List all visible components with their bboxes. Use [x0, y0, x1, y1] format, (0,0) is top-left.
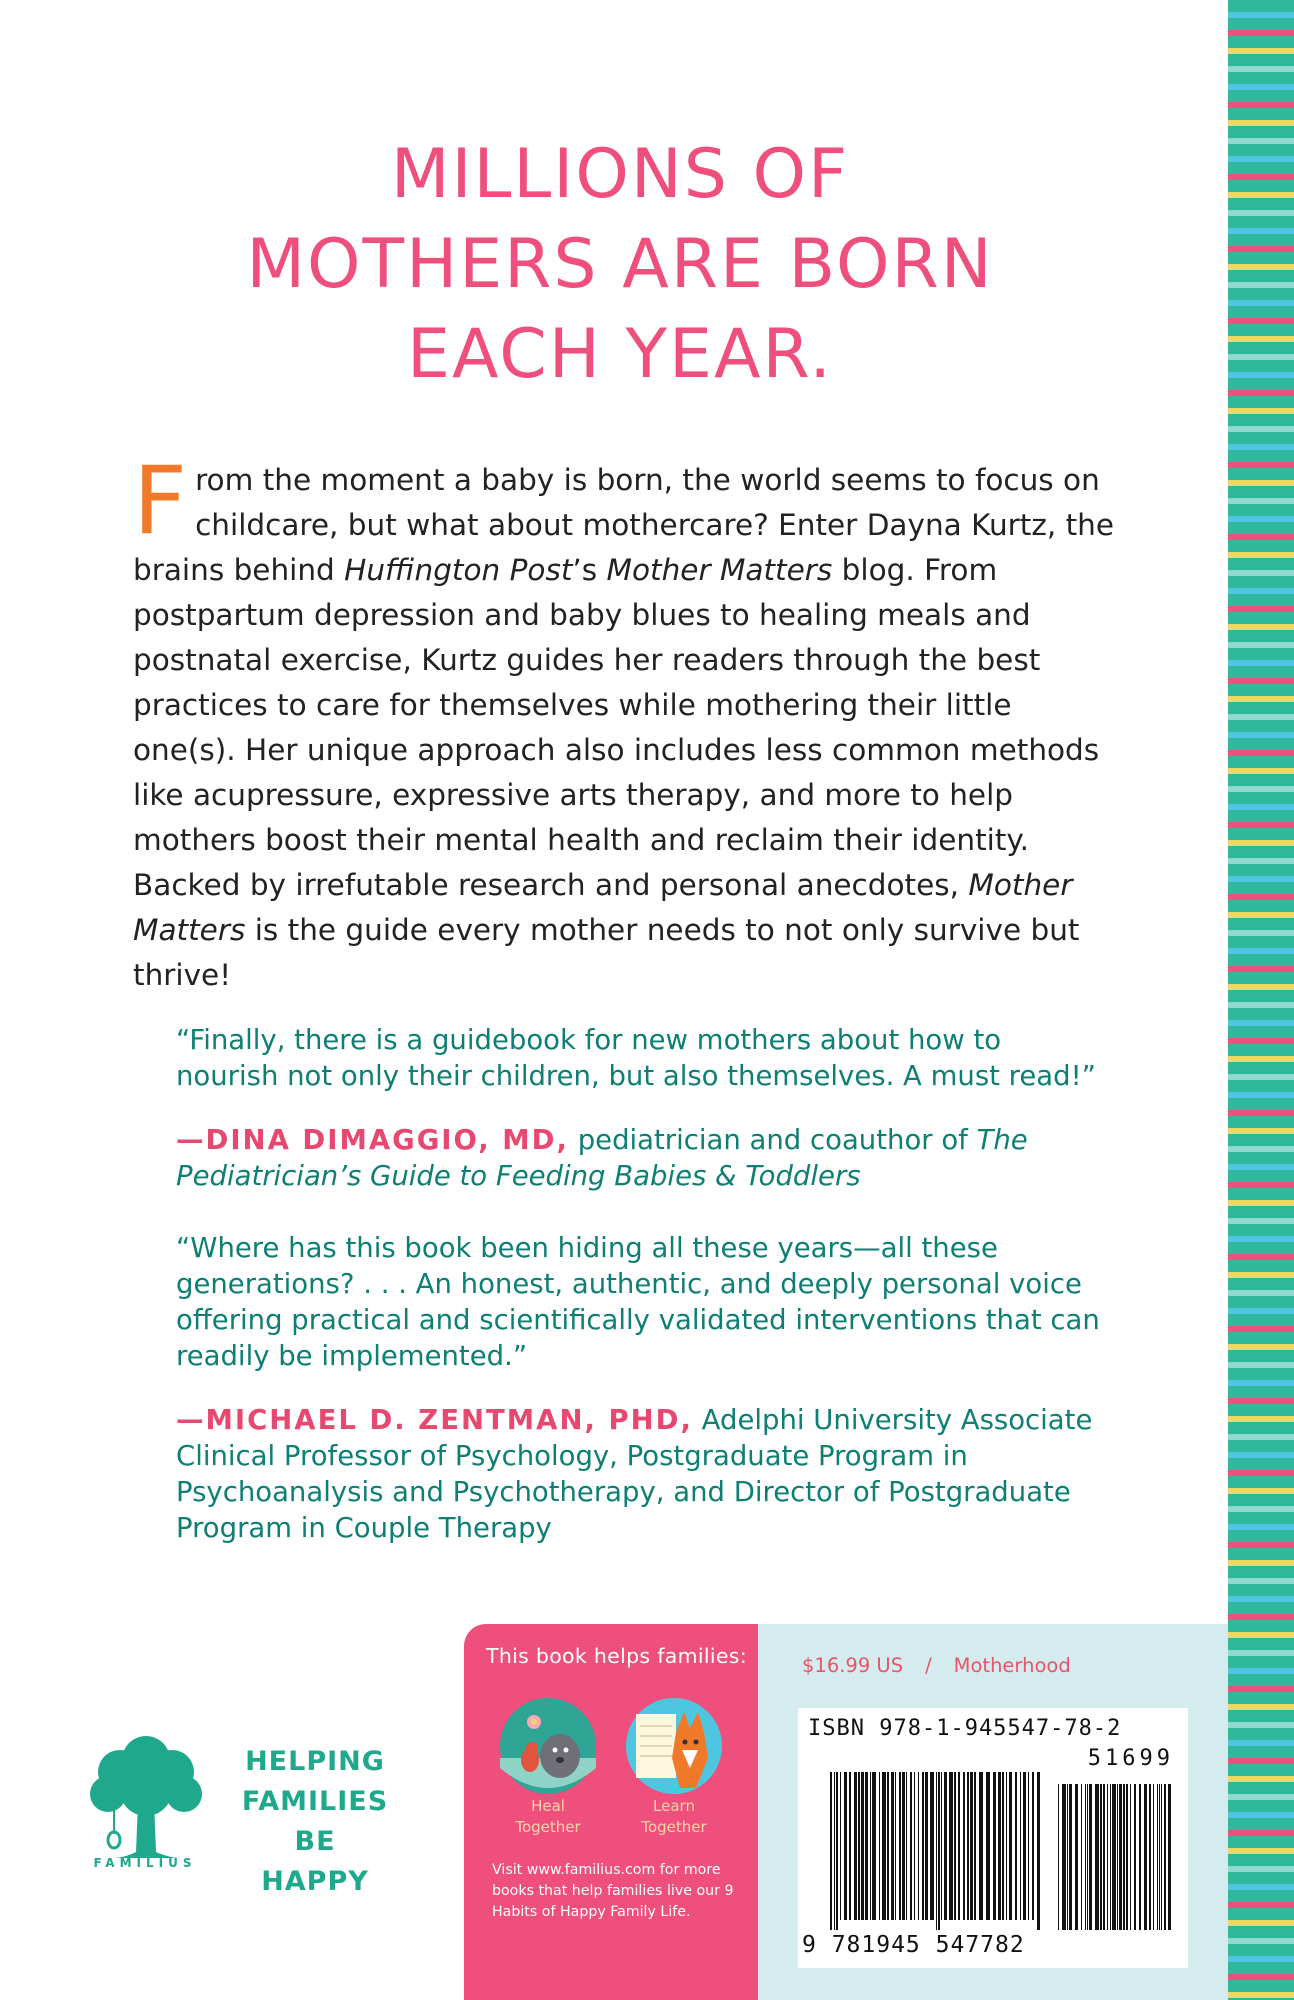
endorser-name-2: —MICHAEL D. ZENTMAN, PHD, [176, 1404, 693, 1436]
habits-box-title: This book helps families: [486, 1644, 747, 1668]
habit-label-learn [619, 1796, 729, 1838]
endorsement-quote-1: “Finally, there is a guidebook for new mothers about how to nourish not only their children, but also themselves. A must read!” [176, 1024, 1096, 1092]
endorsement-attribution-1 [176, 1122, 1106, 1194]
tagline-line-2: FAMILIES BE [241, 1786, 389, 1857]
price-category-row [802, 1654, 1071, 1677]
isbn-number: ISBN 978-1-945547-78-2 [808, 1716, 1122, 1741]
endorsement-quote-2: “Where has this book been hiding all these years—all these generations? . . . An honest, authentic, and deeply personal voice offering practical and scientifically validated interventions that can readily be implemented.” [176, 1232, 1100, 1372]
tagline-line-3: HAPPY [261, 1866, 369, 1897]
price-separator: / [925, 1654, 932, 1677]
barcode-icon [808, 1772, 1180, 1930]
description-text-1: rom the moment a baby is born, the world seems to focus on childcare, but what about mothercare? Enter Dayna Kurtz, the brains behind [133, 463, 1115, 587]
description-italic-1: Huffington Post [344, 553, 573, 587]
publisher-tagline [225, 1742, 405, 1902]
headline-line-1: MILLIONS OF [390, 135, 850, 214]
fox-book-icon [626, 1698, 722, 1794]
description-text-3: blog. From postpartum depression and baby blues to healing meals and postnatal exercise, Kurtz guides her readers through the best practices to care for themselves while mothering their little one(s). Her unique approach also includes less common methods like acupressure, expressive arts therapy, and more to help mothers boost their mental health and reclaim their identity. Backed by irrefutable research and personal anecdotes, [133, 553, 1100, 902]
decorative-stripe-strip [1228, 0, 1294, 2000]
endorsement-attribution-2 [176, 1402, 1106, 1546]
habit-heal-line-2: Together [515, 1818, 581, 1836]
hedgehog-bird-icon [500, 1698, 596, 1794]
publisher-wordmark: FAMILIUS [93, 1856, 197, 1870]
tagline-line-1: HELPING [245, 1746, 385, 1777]
habit-learn-line-1: Learn [653, 1797, 695, 1815]
familius-tree-logo-icon [80, 1732, 210, 1872]
endorser-role-1: pediatrician and coauthor of [568, 1124, 977, 1156]
endorser-book-title: The Pediatrician’s Guide to Feeding Babies & Toddlers [176, 1124, 1028, 1192]
drop-cap: F [133, 447, 188, 556]
habit-label-heal [493, 1796, 603, 1838]
habit-heal-line-1: Heal [531, 1797, 565, 1815]
ean-number: 9 781945 547782 [802, 1932, 1025, 1958]
headline-line-2: MOTHERS ARE BORN [246, 225, 994, 304]
retail-info-box [758, 1624, 1228, 2000]
habit-learn-line-2: Together [641, 1818, 707, 1836]
category: Motherhood [953, 1654, 1071, 1677]
visit-website-text: Visit www.familius.com for more books that help families live our 9 Habits of Happy Family Life. [492, 1862, 734, 1920]
price-addon-code: 51699 [1087, 1746, 1174, 1771]
endorser-role-2: Adelphi University Associate Clinical Professor of Psychology, Postgraduate Program in Psychoanalysis and Psychotherapy, and Director of Postgraduate Program in Couple Therapy [176, 1404, 1093, 1544]
description-italic-2: Mother Matters [606, 553, 833, 587]
book-description [133, 447, 1123, 998]
habits-box [464, 1624, 758, 2000]
description-italic-3: Mother Matters [133, 868, 1073, 947]
description-text-4: is the guide every mother needs to not only survive but thrive! [133, 913, 1080, 992]
barcode-card [798, 1708, 1188, 1968]
headline-line-3: EACH YEAR. [407, 315, 833, 394]
headline [240, 130, 1000, 400]
endorser-name-1: —DINA DIMAGGIO, MD, [176, 1124, 569, 1156]
price: $16.99 US [802, 1654, 904, 1677]
description-text-2: ’s [572, 553, 607, 587]
